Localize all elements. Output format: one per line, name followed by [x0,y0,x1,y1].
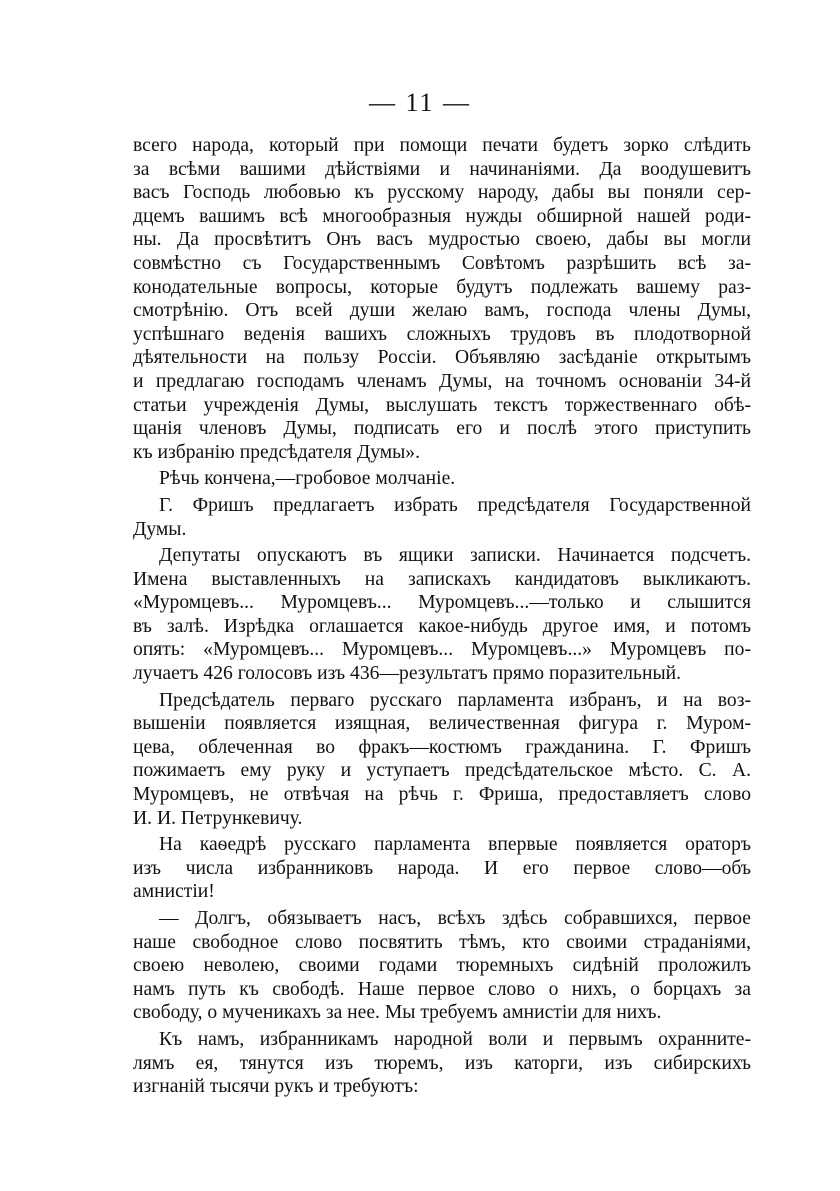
text-line: цева, облеченная во фракъ—костюмъ гражданина. Г. Фришъ [133,736,751,758]
text-line: дцемъ вашимъ всѣ многообразныя нужды обширной нашей роди- [133,205,751,227]
text-line: дѣятельности на пользу Россіи. Объявляю засѣданіе открытымъ [133,347,751,369]
text-line: и предлагаю господамъ членамъ Думы, на точномъ основаніи 34-й [133,370,751,392]
paragraph [133,134,751,464]
text-line: Предсѣдатель перваго русскаго парламента избранъ, и на воз- [159,689,751,711]
page-number: — 11 — [368,88,472,117]
text-line: смотрѣнію. Отъ всей души желаю вамъ, господа члены Думы, [133,300,751,322]
paragraph [133,689,751,831]
text-line: На каѳедрѣ русскаго парламента впервые появляется ораторъ [159,834,751,856]
text-line: изгнаній тысячи рукъ и требуютъ: [133,1076,419,1098]
text-line: совмѣстно съ Государственнымъ Совѣтомъ разрѣшить всѣ за- [133,252,751,274]
text-line: въ залѣ. Изрѣдка оглашается какое-нибудь другое имя, и потомъ [133,615,751,637]
text-line: И. И. Петрункевичу. [133,807,303,829]
text-line: ны. Да просвѣтитъ Онъ васъ мудростью своею, дабы вы могли [133,229,751,251]
text-line: вышеніи появляется изящная, величественная фигура г. Муром- [133,713,751,735]
text-line: Къ намъ, избранникамъ народной воли и первымъ охранните- [159,1028,751,1050]
text-line: амнистіи! [133,881,215,903]
text-line: успѣшнаго веденія вашихъ сложныхъ трудовъ въ плодотворной [133,323,751,345]
text-line: Муромцевъ, не отвѣчая на рѣчь г. Фриша, предоставляетъ слово [133,784,751,806]
text-line: намъ путь къ свободѣ. Наше первое слово о нихъ, о борцахъ за [133,978,751,1000]
paragraph [133,494,751,541]
text-line: — Долгъ, обязываетъ насъ, всѣхъ здѣсь собравшихся, первое [159,908,751,929]
text-line: изъ числа избранниковъ народа. И его первое слово—объ [133,857,751,879]
paragraph [133,907,751,1025]
paragraph [133,1028,751,1099]
text-line: къ избранію предсѣдателя Думы». [133,441,420,463]
text-line: Депутаты опускаютъ въ ящики записки. Начинается подсчетъ. [159,545,751,567]
text-line: Имена выставленныхъ на запискахъ кандидатовъ выкликаютъ. [133,568,751,590]
paragraph [133,467,751,491]
body-text [133,134,751,1102]
text-line: за всѣми вашими дѣйствіями и начинаніями. Да воодушевитъ [133,158,751,180]
paragraph [133,544,751,686]
text-line: пожимаетъ ему руку и уступаетъ предсѣдательское мѣсто. С. А. [133,760,751,782]
text-line: всего народа, который при помощи печати будетъ зорко слѣдить [133,135,751,156]
text-line: щанія членовъ Думы, подписать его и послѣ этого приступить [133,418,751,440]
text-line: своею неволею, своими годами тюремныхъ сидѣній проложилъ [133,955,751,977]
text-line: опять: «Муромцевъ... Муромцевъ... Муромцевъ...» Муромцевъ по- [133,639,751,661]
text-line: свободу, о мученикахъ за нее. Мы требуемъ амнистіи для нихъ. [133,1002,662,1024]
text-line: Рѣчь кончена,—гробовое молчаніе. [159,468,456,490]
text-line: лучаетъ 426 голосовъ изъ 436—результатъ прямо поразительный. [133,663,681,685]
text-line: «Муромцевъ... Муромцевъ... Муромцевъ...—только и слышится [133,592,751,614]
text-line: конодательные вопросы, которые будутъ подлежать вашему раз- [133,276,751,298]
text-line: Думы. [133,518,187,540]
text-line: статьи учрежденія Думы, выслушать текстъ торжественнаго обѣ- [133,394,751,416]
text-line: наше свободное слово посвятить тѣмъ, кто своими страданіями, [133,931,751,953]
text-line: лямъ ея, тянутся изъ тюремъ, изъ каторги, изъ сибирскихъ [133,1052,751,1074]
text-line: васъ Господь любовью къ русскому народу, дабы вы поняли сер- [133,182,751,204]
paragraph [133,833,751,904]
text-line: Г. Фришъ предлагаетъ избрать предсѣдателя Государственной [159,494,751,516]
